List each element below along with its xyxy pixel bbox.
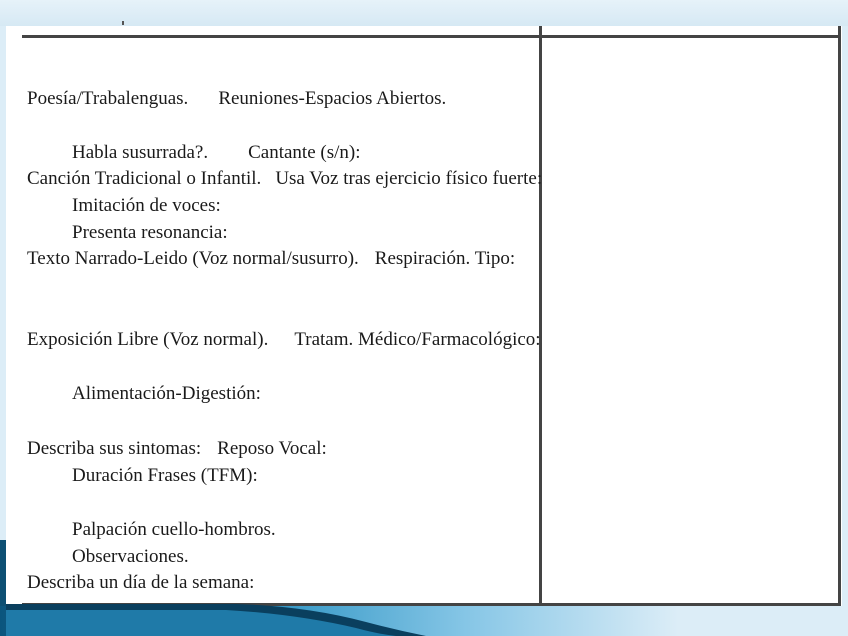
field-alimentacion: Alimentación-Digestión: — [72, 383, 261, 404]
form-row-13 — [27, 572, 254, 594]
form-row-11 — [72, 519, 276, 541]
field-poesia: Poesía/Trabalenguas. — [27, 88, 189, 109]
form-row-10 — [72, 465, 258, 487]
table-right-border — [838, 26, 841, 606]
field-tratamiento: Tratam. Médico/Farmacológico: — [294, 329, 541, 350]
form-row-7 — [27, 329, 541, 351]
form-row-5 — [72, 222, 228, 244]
field-usa-voz: Usa Voz tras ejercicio físico fuerte: — [275, 168, 543, 189]
field-sintomas: Describa sus sintomas: — [27, 438, 202, 459]
field-exposicion-libre: Exposición Libre (Voz normal). — [27, 329, 269, 350]
form-row-8 — [72, 383, 261, 405]
form-row-12 — [72, 546, 189, 568]
top-band — [0, 0, 848, 26]
form-row-9 — [27, 438, 327, 460]
field-respiracion: Respiración. Tipo: — [374, 248, 516, 269]
field-reuniones: Reuniones-Espacios Abiertos. — [218, 88, 447, 109]
form-row-6 — [27, 248, 515, 270]
column-divider — [539, 26, 542, 606]
form-row-1 — [27, 88, 446, 110]
field-cantante: Cantante (s/n): — [248, 142, 361, 163]
swoosh-decoration — [6, 600, 426, 636]
field-imitacion-voces: Imitación de voces: — [72, 195, 221, 216]
field-palpacion: Palpación cuello-hombros. — [72, 519, 276, 540]
field-cancion-tradicional: Canción Tradicional o Infantil. — [27, 168, 262, 189]
field-dia-semana: Describa un día de la semana: — [27, 572, 255, 593]
field-habla-susurrada: Habla susurrada?. — [72, 142, 209, 163]
field-reposo-vocal: Reposo Vocal: — [217, 438, 327, 459]
field-observaciones: Observaciones. — [72, 546, 189, 567]
form-row-2 — [72, 142, 361, 164]
form-row-3 — [27, 168, 542, 190]
clipped-mark — [122, 21, 124, 25]
table-top-rule — [22, 35, 840, 38]
form-row-4 — [72, 195, 221, 217]
field-resonancia: Presenta resonancia: — [72, 222, 228, 243]
field-duracion-frases: Duración Frases (TFM): — [72, 465, 258, 486]
field-texto-narrado: Texto Narrado-Leido (Voz normal/susurro). — [27, 248, 359, 269]
